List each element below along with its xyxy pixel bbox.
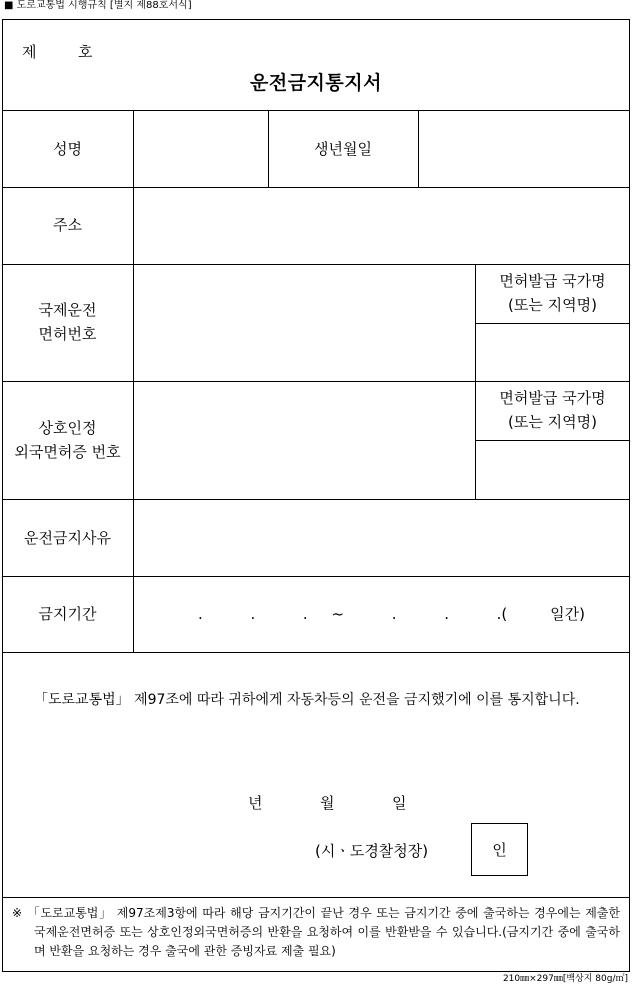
divider-notice — [2, 897, 630, 898]
date-month: 월 — [320, 794, 335, 812]
intl-license-label-line2: 면허번호 — [38, 325, 97, 343]
name-label: 성명 — [53, 140, 82, 158]
divider-period-row — [2, 652, 630, 653]
seal-label: 인 — [492, 841, 507, 859]
issuer-authority: (시ㆍ도경찰청장) — [315, 842, 429, 860]
issuing-country-field-1[interactable] — [476, 324, 629, 381]
issuing-country-field-2[interactable] — [476, 441, 629, 499]
paper-size-note: 210㎜×297㎜[백상지 80g/㎡] — [502, 974, 628, 984]
address-field[interactable] — [134, 188, 629, 264]
period-label: 금지기간 — [38, 605, 97, 623]
name-field[interactable] — [134, 111, 268, 187]
issuing-country-label-1-line2: (또는 지역명) — [508, 296, 597, 314]
reason-label: 운전금지사유 — [24, 529, 111, 547]
date-year: 년 — [248, 794, 263, 812]
mutual-license-label-line2: 외국면허증 번호 — [14, 443, 121, 461]
intl-license-label-line1: 국제운전 — [38, 301, 97, 319]
form-title: 운전금지통지서 — [250, 72, 382, 94]
intl-license-number-field[interactable] — [134, 265, 475, 381]
footnote: ※ 「도로교통법」 제97조제3항에 따라 해당 금지기간이 끝난 경우 또는 금지기간 중에 출국하는 경우에는 제출한 국제운전면허증 또는 상호인정외국면허증의 반환을 요청하여 이를 반환받을 수 있습니다.(금지기간 중에 출국하며 반환을 요청하는 경우 출국에 관한 증빙자료 제출 필요) — [12, 906, 620, 958]
issuing-country-label-2-line2: (또는 지역명) — [508, 413, 597, 431]
birthdate-field[interactable] — [419, 111, 629, 187]
form-number-label: 제 — [22, 43, 37, 61]
seal-box — [471, 823, 528, 876]
birthdate-label: 생년월일 — [314, 140, 372, 158]
divider-reason-row — [2, 576, 630, 577]
form-number-suffix: 호 — [78, 43, 93, 61]
mutual-license-label-line1: 상호인정 — [38, 419, 97, 437]
address-label: 주소 — [53, 216, 82, 234]
mutual-license-number-field[interactable] — [134, 382, 475, 499]
issuing-country-label-2-line1: 면허발급 국가명 — [499, 389, 606, 407]
date-day: 일 — [392, 794, 407, 812]
law-reference-header: ■ 도로교통법 시행규칙 [별지 제88호서식] — [4, 0, 192, 11]
issuing-country-label-1-line1: 면허발급 국가명 — [499, 272, 606, 290]
period-template[interactable]: . . . ~ . . .( 일간) — [198, 605, 586, 623]
notice-body: 「도로교통법」 제97조에 따라 귀하에게 자동차등의 운전을 금지했기에 이를 통지합니다. — [34, 692, 580, 708]
reason-field[interactable] — [134, 500, 629, 576]
